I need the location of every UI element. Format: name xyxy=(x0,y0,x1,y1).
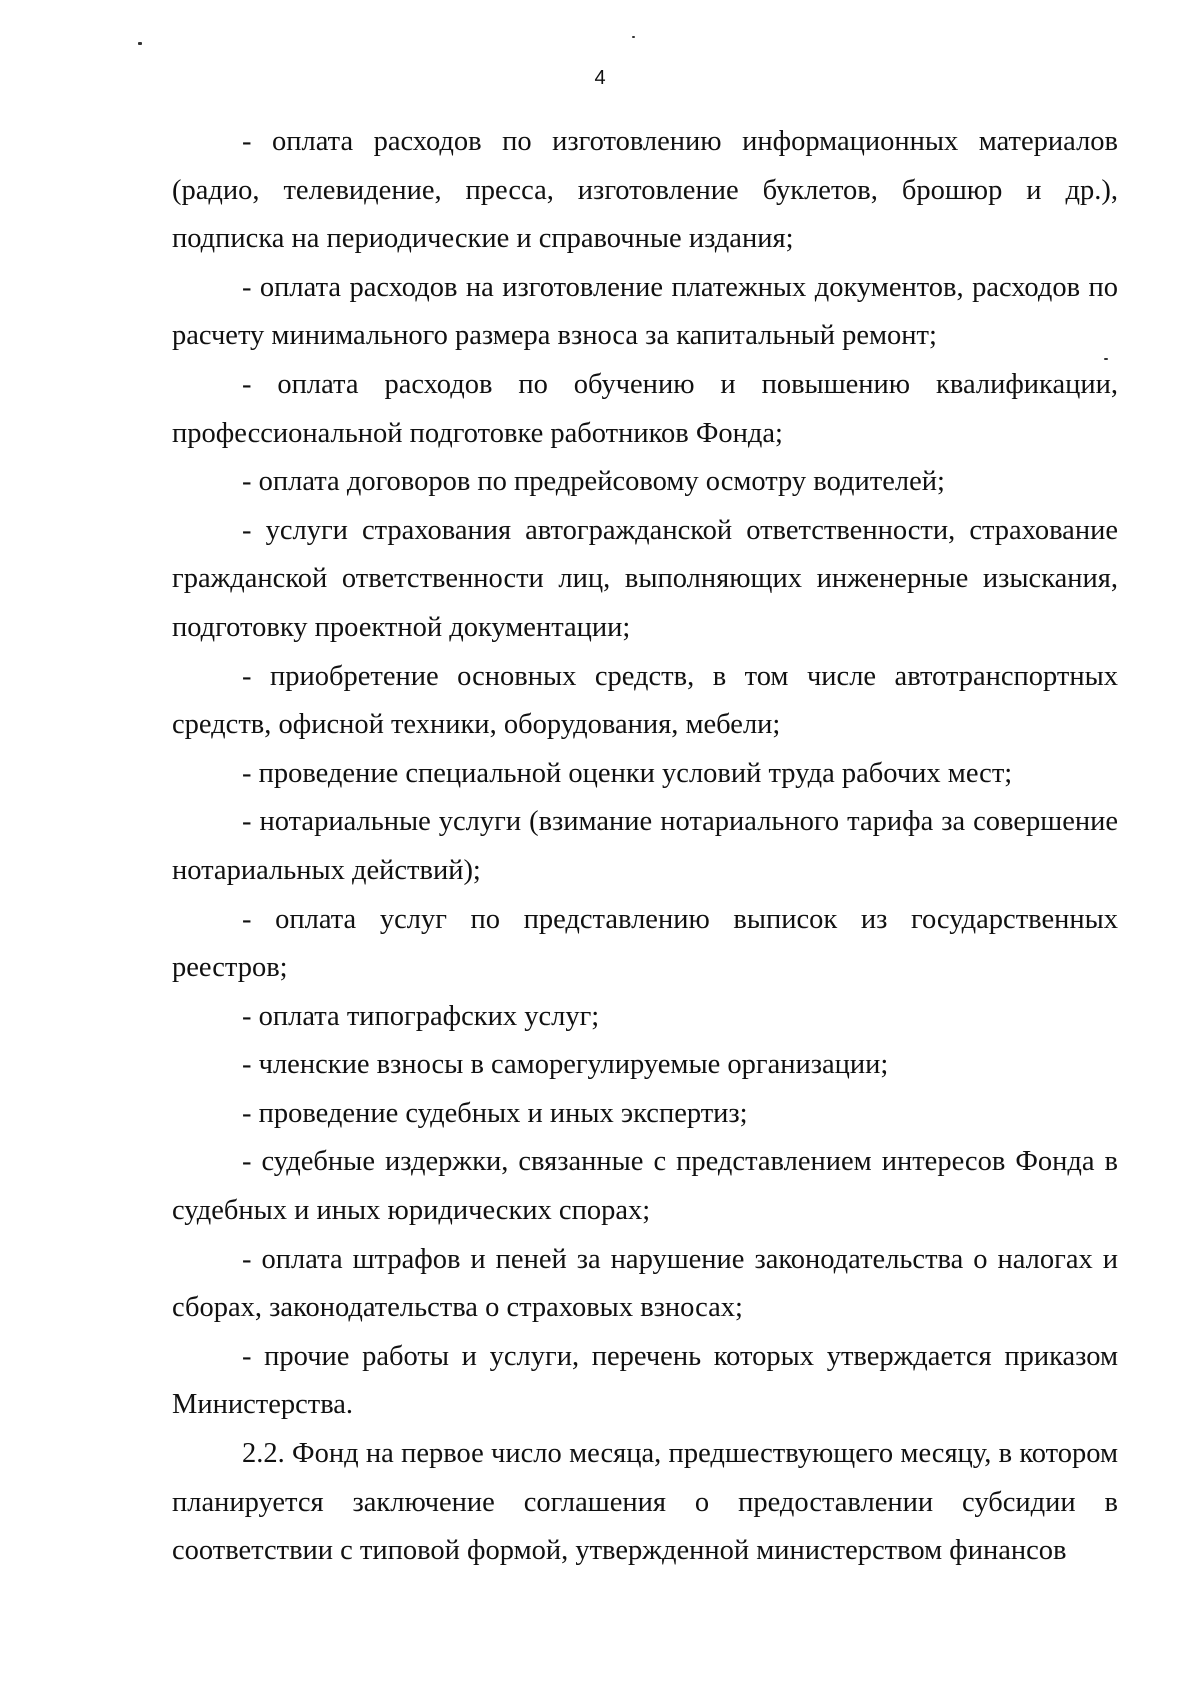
list-item: - проведение специальной оценки условий труда рабочих мест; xyxy=(242,757,1013,789)
page-number: 4 xyxy=(594,67,606,89)
document-body xyxy=(172,118,1118,1576)
list-item: - приобретение основных средств, в том числе автотранспортных средств, офисной техники, оборудования, мебели; xyxy=(172,660,1118,741)
scan-speck xyxy=(632,36,635,38)
list-item: - оплата типографских услуг; xyxy=(242,1000,600,1032)
list-item: - проведение судебных и иных экспертиз; xyxy=(242,1097,748,1129)
list-item: - оплата расходов по изготовлению информационных материалов (радио, телевидение, пресса, изготовление буклетов, брошюр и др.), подписка на периодические и справочные издания; xyxy=(172,126,1118,255)
list-item: - оплата услуг по представлению выписок из государственных реестров; xyxy=(172,903,1118,984)
list-item: - нотариальные услуги (взимание нотариального тарифа за совершение нотариальных действий); xyxy=(172,806,1118,886)
list-item: - услуги страхования автогражданской ответственности, страхование гражданской ответственности лиц, выполняющих инженерные изыскания, подготовку проектной документации; xyxy=(172,514,1118,643)
list-item: - членские взносы в саморегулируемые организации; xyxy=(242,1049,889,1081)
list-item: - оплата расходов по обучению и повышению квалификации, профессиональной подготовке работников Фонда; xyxy=(172,368,1118,449)
list-item: - прочие работы и услуги, перечень которых утверждается приказом Министерства. xyxy=(172,1340,1118,1421)
scan-speck xyxy=(138,42,142,45)
section-paragraph: 2.2. Фонд на первое число месяца, предшествующего месяцу, в котором планируется заключение соглашения о предоставлении субсидии в соответствии с типовой формой, утвержденной министерством финансов xyxy=(172,1438,1118,1567)
list-item: - оплата договоров по предрейсовому осмотру водителей; xyxy=(242,466,945,498)
list-item: - оплата расходов на изготовление платежных документов, расходов по расчету минимального размера взноса за капитальный ремонт; xyxy=(172,271,1118,352)
list-item: - оплата штрафов и пеней за нарушение законодательства о налогах и сборах, законодательства о страховых взносах; xyxy=(172,1243,1118,1324)
list-item: - судебные издержки, связанные с представлением интересов Фонда в судебных и иных юридических спорах; xyxy=(172,1146,1118,1227)
